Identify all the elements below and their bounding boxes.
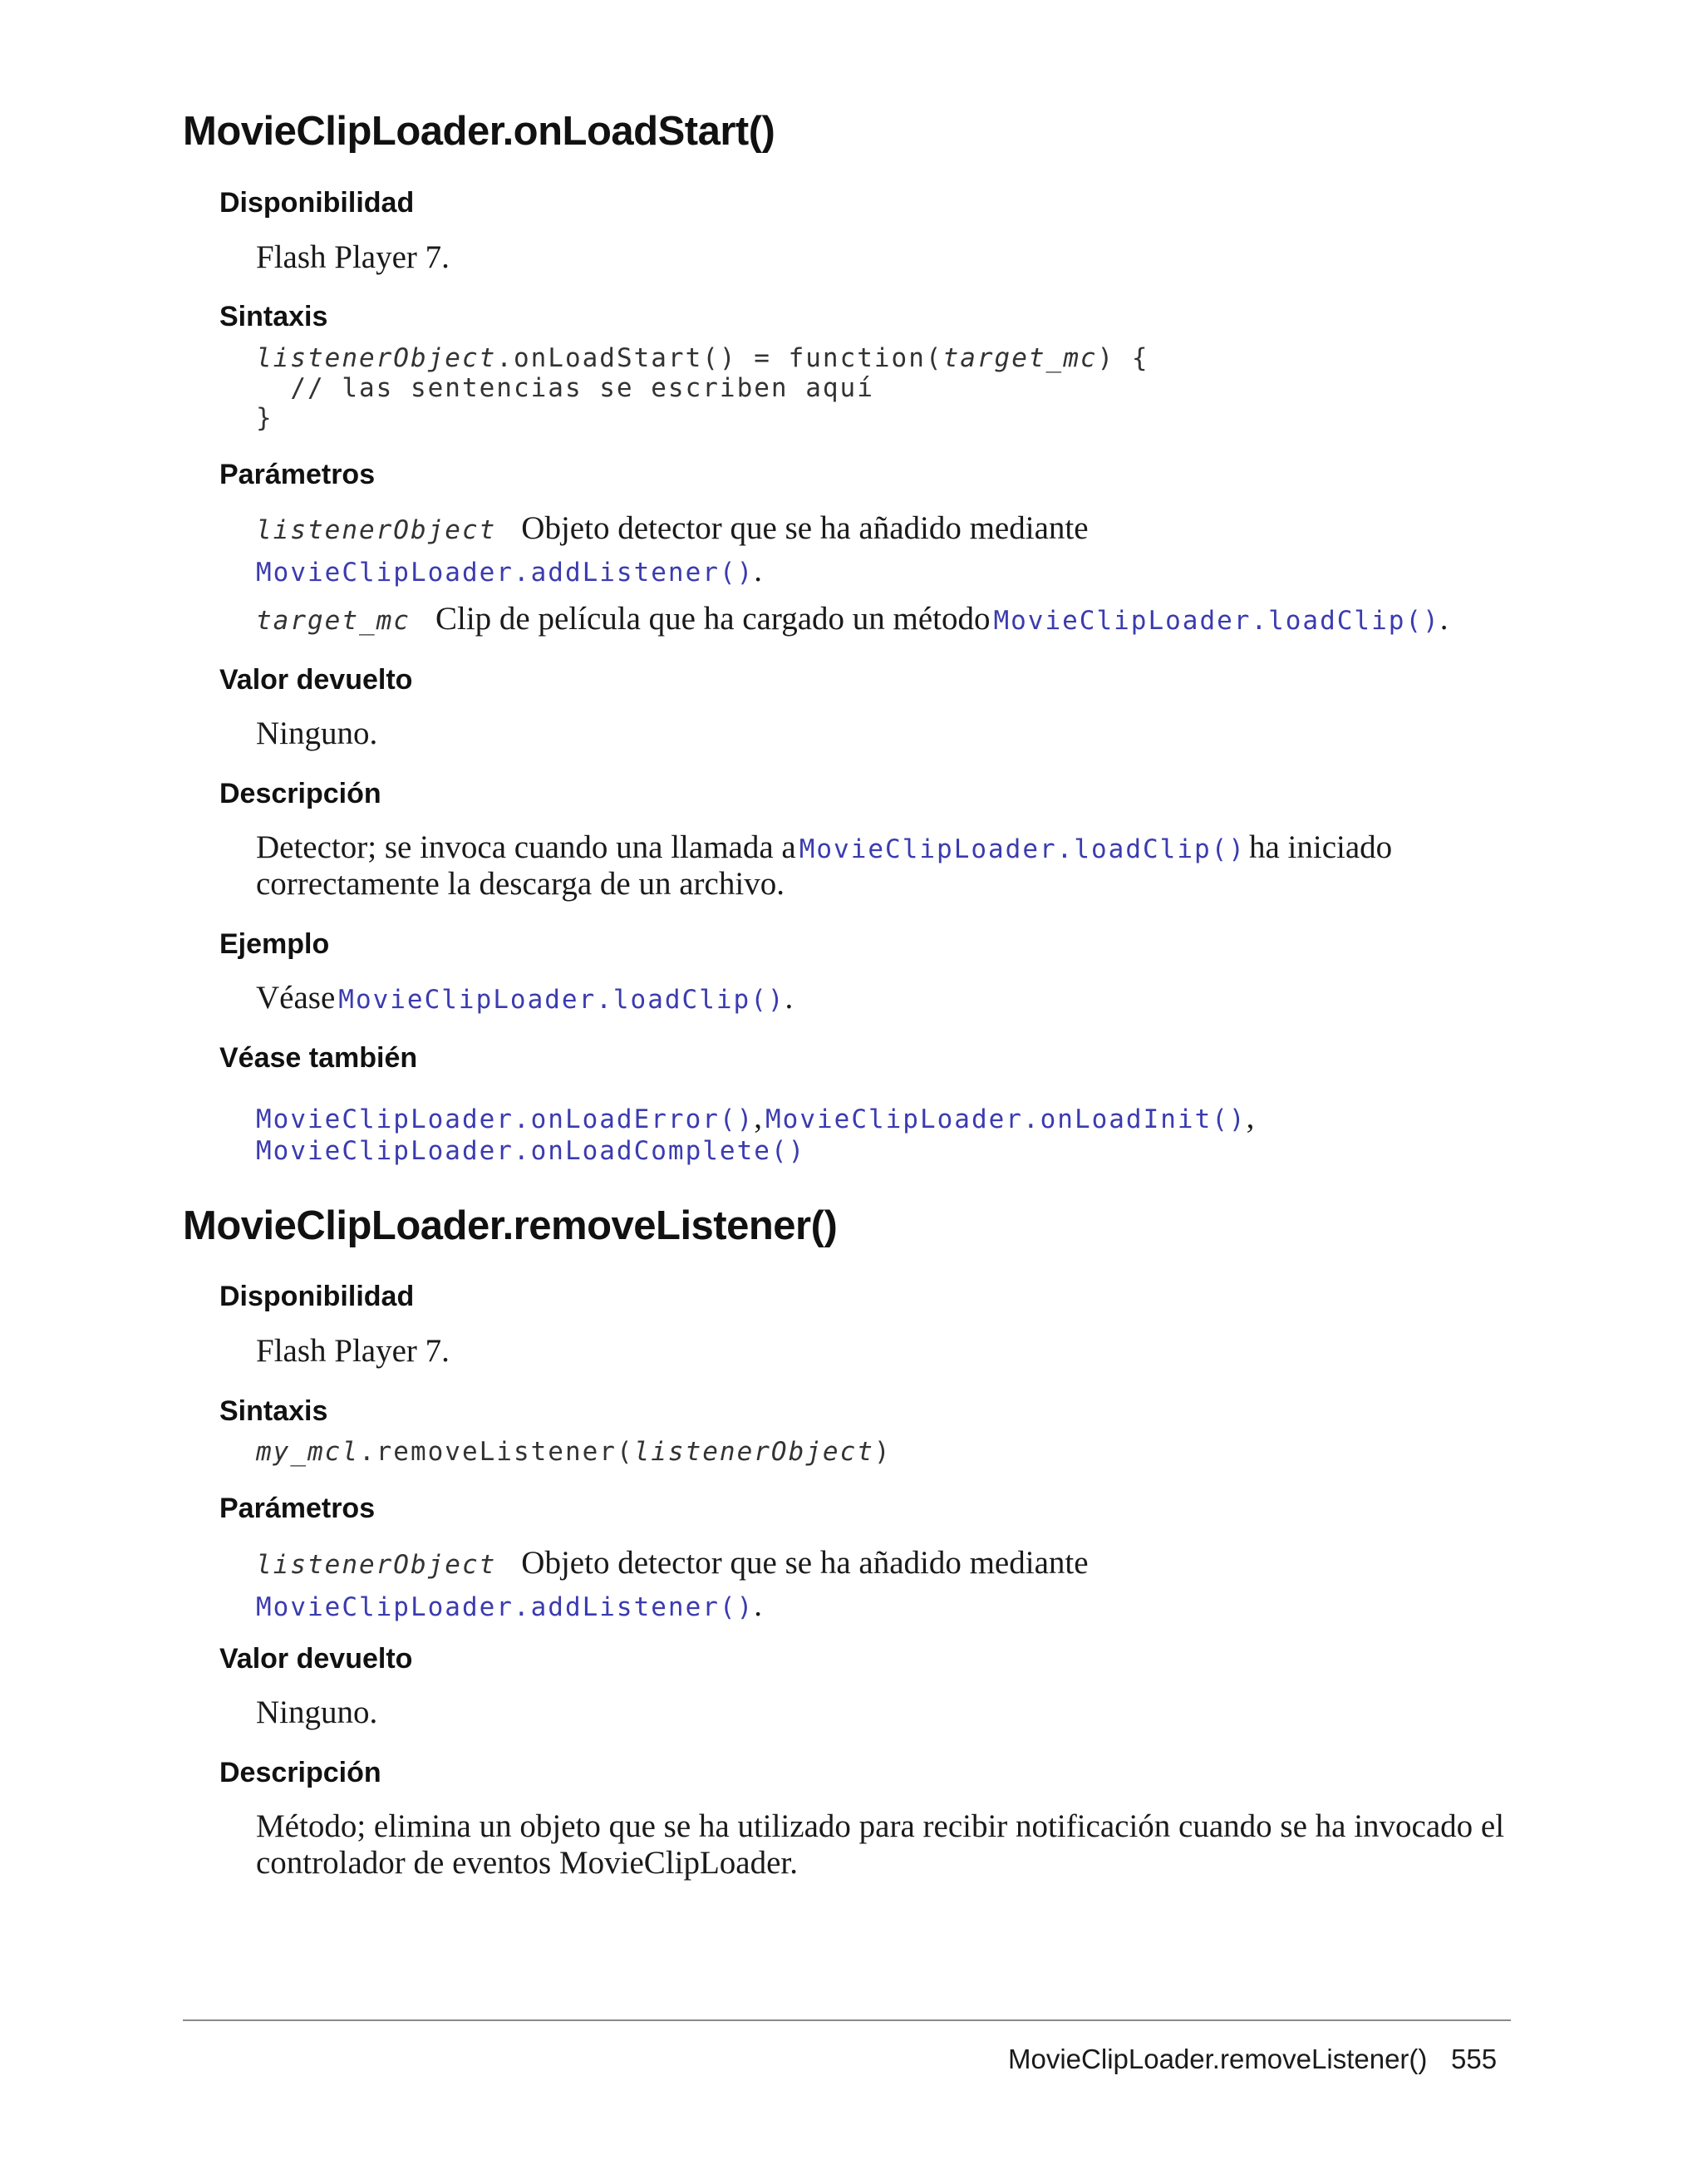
- param-description: Objeto detector que se ha añadido mediante: [521, 510, 1089, 546]
- description-line-1: Método; elimina un objeto que se ha utilizado para recibir notificación cuando se ha invocado el: [256, 1808, 1505, 1844]
- param-listenerobject: [256, 1544, 1089, 1581]
- syntax-heading: Sintaxis: [219, 301, 328, 332]
- description-line-2: correctamente la descarga de un archivo.: [256, 866, 785, 902]
- syntax-heading: Sintaxis: [219, 1395, 328, 1427]
- param-listenerobject-link-line: [256, 1586, 762, 1624]
- syntax-code-line-1: [256, 1437, 892, 1467]
- description-text: ha iniciado: [1248, 829, 1393, 865]
- separator: ,: [754, 1099, 762, 1135]
- page-number: 555: [1451, 2044, 1498, 2074]
- see-also-line-1: [256, 1099, 1254, 1136]
- example-text: Véase: [256, 980, 336, 1016]
- description-line-2: controlador de eventos MovieClipLoader.: [256, 1845, 798, 1881]
- description-heading: Descripción: [219, 1757, 381, 1788]
- param-listenerobject-link-line: [256, 552, 762, 589]
- see-also-line-2: [256, 1136, 805, 1166]
- syntax-code-line-1: [256, 343, 1149, 373]
- param-description: Objeto detector que se ha añadido mediante: [521, 1545, 1089, 1581]
- separator: ,: [1246, 1099, 1255, 1135]
- syntax-argument: listenerObject: [633, 1437, 874, 1467]
- param-description: Clip de película que ha cargado un método: [435, 601, 991, 637]
- description-text: Detector; se invoca cuando una llamada a: [256, 829, 796, 865]
- example-heading: Ejemplo: [219, 928, 330, 960]
- param-name: target_mc: [256, 606, 411, 636]
- param-name: listenerObject: [256, 1550, 497, 1580]
- param-tail: .: [754, 553, 762, 588]
- param-target-mc: [256, 600, 1449, 637]
- section-title-removelistener: MovieClipLoader.removeListener(): [183, 1203, 838, 1248]
- syntax-argument: target_mc: [942, 343, 1098, 373]
- availability-heading: Disponibilidad: [219, 187, 415, 219]
- onloadinit-link[interactable]: MovieClipLoader.onLoadInit(): [765, 1104, 1247, 1134]
- returns-text: Ninguno.: [256, 1695, 378, 1730]
- section-title-onloadstart: MovieClipLoader.onLoadStart(): [183, 109, 775, 154]
- example-line: [256, 979, 793, 1016]
- syntax-end: ): [873, 1437, 892, 1467]
- syntax-method: .removeListener(: [358, 1437, 634, 1467]
- syntax-object: my_mcl: [256, 1437, 359, 1467]
- param-listenerobject: [256, 509, 1089, 547]
- onloaderror-link[interactable]: MovieClipLoader.onLoadError(): [256, 1104, 755, 1134]
- onloadcomplete-link[interactable]: MovieClipLoader.onLoadComplete(): [256, 1136, 806, 1166]
- see-also-heading: Véase también: [219, 1042, 418, 1074]
- syntax-end: ) {: [1097, 343, 1149, 373]
- param-tail: .: [754, 1587, 762, 1623]
- returns-text: Ninguno.: [256, 716, 378, 751]
- param-name: listenerObject: [256, 515, 497, 545]
- addlistener-link[interactable]: MovieClipLoader.addListener(): [256, 558, 755, 588]
- footer-title: MovieClipLoader.removeListener(): [1008, 2044, 1428, 2074]
- loadclip-link[interactable]: MovieClipLoader.loadClip(): [993, 606, 1440, 636]
- params-heading: Parámetros: [219, 1493, 376, 1524]
- syntax-code-line-2: // las sentencias se escriben aquí: [256, 373, 874, 403]
- description-line-1: [256, 829, 1392, 866]
- returns-heading: Valor devuelto: [219, 664, 413, 696]
- description-heading: Descripción: [219, 778, 381, 809]
- syntax-code-line-3: }: [256, 403, 273, 433]
- availability-heading: Disponibilidad: [219, 1281, 415, 1312]
- availability-text: Flash Player 7.: [256, 1333, 450, 1369]
- params-heading: Parámetros: [219, 459, 376, 490]
- addlistener-link[interactable]: MovieClipLoader.addListener(): [256, 1592, 755, 1622]
- example-tail: .: [785, 980, 794, 1016]
- param-tail: .: [1439, 601, 1449, 637]
- availability-text: Flash Player 7.: [256, 239, 450, 275]
- footer-rule: [183, 2019, 1511, 2021]
- loadclip-link[interactable]: MovieClipLoader.loadClip(): [338, 985, 785, 1015]
- syntax-method: .onLoadStart() = function(: [496, 343, 943, 373]
- returns-heading: Valor devuelto: [219, 1643, 413, 1675]
- loadclip-link[interactable]: MovieClipLoader.loadClip(): [799, 834, 1246, 864]
- syntax-object: listenerObject: [256, 343, 497, 373]
